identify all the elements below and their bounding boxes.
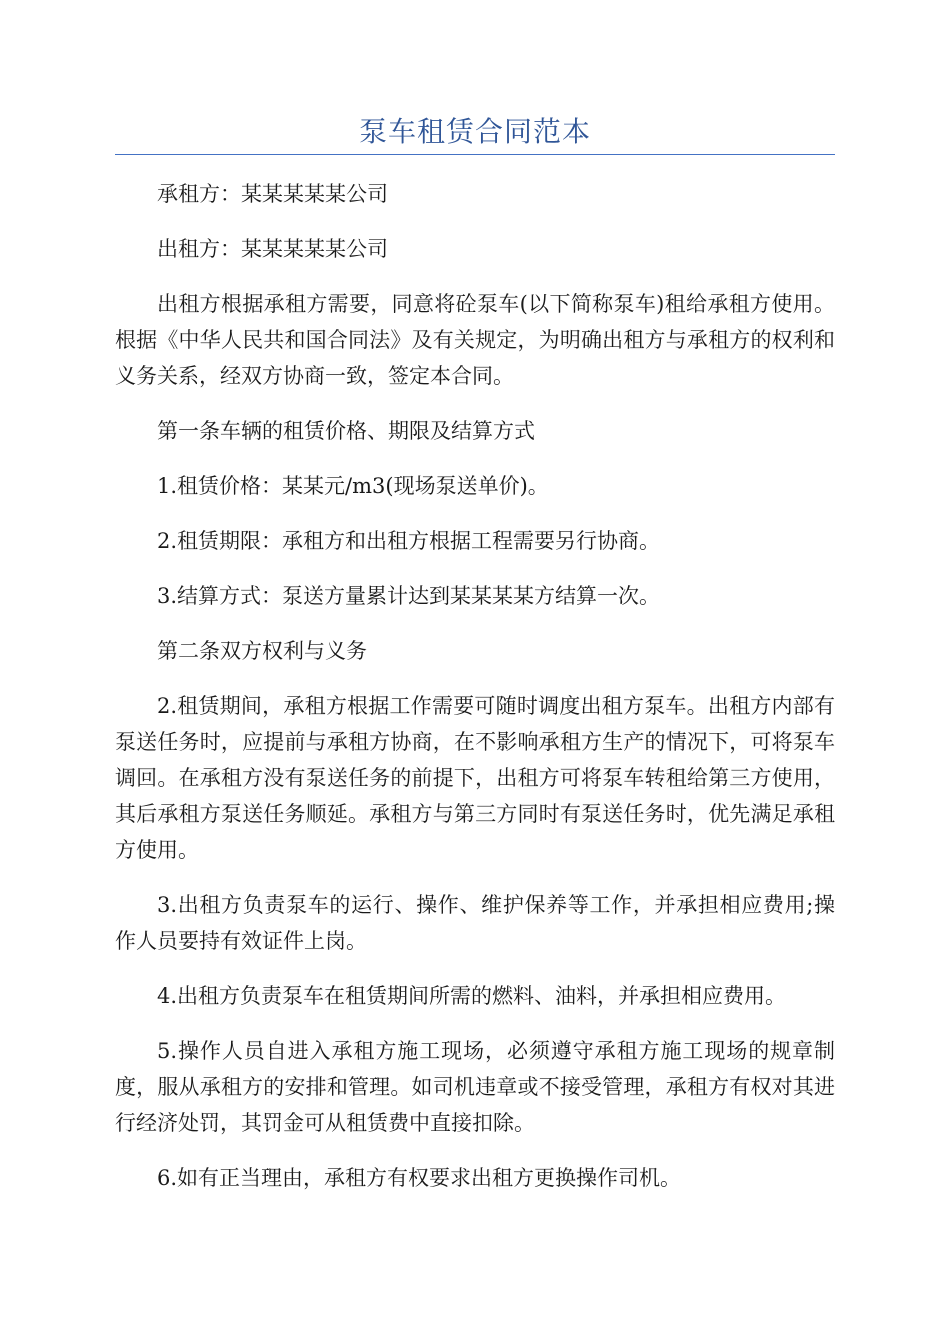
title-underline	[115, 154, 835, 155]
preamble-paragraph: 出租方根据承租方需要，同意将砼泵车(以下简称泵车)租给承租方使用。根据《中华人民共和国合同法》及有关规定，为明确出租方与承租方的权利和义务关系，经双方协商一致，签定本合同。	[115, 292, 835, 388]
document-title: 泵车租赁合同范本	[358, 115, 591, 148]
article-two-heading: 第二条双方权利与义务	[157, 639, 367, 663]
document-body	[115, 176, 835, 1215]
clause-rental-term: 2.租赁期限：承租方和出租方根据工程需要另行协商。	[157, 529, 661, 553]
clause-driver-replacement: 6.如有正当理由，承租方有权要求出租方更换操作司机。	[157, 1166, 682, 1190]
clause-fuel: 4.出租方负责泵车在租赁期间所需的燃料、油料，并承担相应费用。	[157, 984, 787, 1008]
lessee-line: 承租方：某某某某某公司	[157, 182, 388, 206]
lessor-line: 出租方：某某某某某公司	[157, 237, 388, 261]
article-one-heading: 第一条车辆的租赁价格、期限及结算方式	[157, 419, 535, 443]
clause-rental-price: 1.租赁价格：某某元/m3(现场泵送单价)。	[157, 474, 549, 498]
clause-settlement: 3.结算方式：泵送方量累计达到某某某某方结算一次。	[157, 584, 661, 608]
clause-operation: 3.出租方负责泵车的运行、操作、维护保养等工作，并承担相应费用;操作人员要持有效证件上岗。	[115, 893, 835, 953]
clause-site-rules: 5.操作人员自进入承租方施工现场，必须遵守承租方施工现场的规章制度，服从承租方的安排和管理。如司机违章或不接受管理，承租方有权对其进行经济处罚，其罚金可从租赁费中直接扣除。	[115, 1039, 835, 1135]
clause-dispatch: 2.租赁期间，承租方根据工作需要可随时调度出租方泵车。出租方内部有泵送任务时，应提前与承租方协商，在不影响承租方生产的情况下，可将泵车调回。在承租方没有泵送任务的前提下，出租方可将泵车转租给第三方使用，其后承租方泵送任务顺延。承租方与第三方同时有泵送任务时，优先满足承租方使用。	[115, 694, 835, 862]
